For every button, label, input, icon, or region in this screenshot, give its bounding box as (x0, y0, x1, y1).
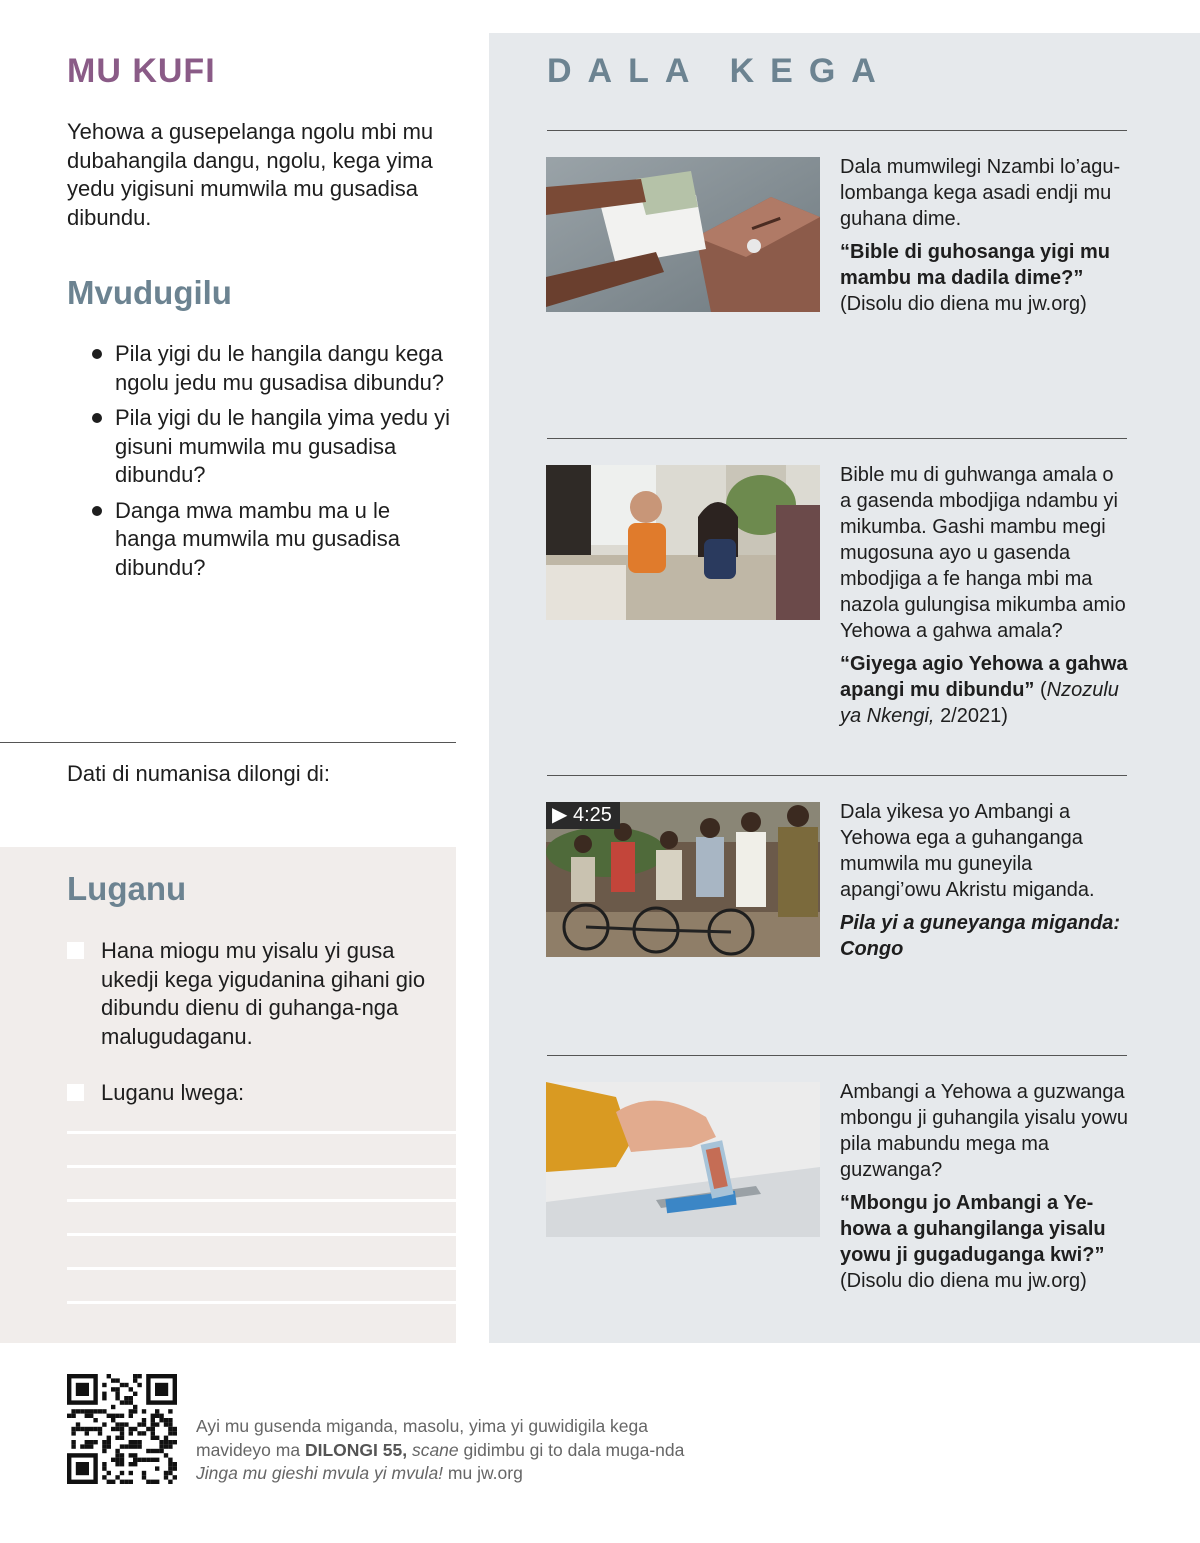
explore-item-ref-title[interactable]: “Bible di guhosanga yigi mu mambu ma dadila dime?” (840, 241, 1111, 289)
hand-contribution-box-icon (546, 1082, 820, 1237)
divider (547, 130, 1127, 131)
footer-text-end: mu jw.org (447, 1463, 523, 1483)
play-icon[interactable]: ▶ (552, 804, 568, 826)
goal-item[interactable] (67, 937, 427, 1051)
explore-item (840, 154, 1130, 317)
footer-lesson: DILONGI 55, (304, 1439, 408, 1460)
summary-text: Yehowa a gusepelanga ngolu mbi mu dubahangila dangu, ngolu, kega yima yedu yigisuni mumwila mu gusadisa dibundu. (67, 119, 434, 230)
review-question-text: Pila yigi du le hangila yima yedu yi gisuni mumwila mu gusadisa dibundu? (115, 405, 451, 487)
review-question (92, 404, 452, 490)
review-title: Mvudugilu (67, 274, 232, 311)
checkbox-icon[interactable] (67, 942, 84, 959)
review-question (92, 497, 452, 583)
review-question (92, 340, 452, 397)
money-envelope-donation-box-icon (546, 157, 820, 312)
explore-item-source: (Disolu dio diena mu jw.org) (840, 293, 1087, 315)
bullet-icon (92, 506, 102, 516)
write-line[interactable] (67, 1267, 456, 1270)
explore-item-text: Ambangi a Yehowa a guzwanga mbongu ji guhangila yisalu yowu pila mabundu mega ma guzwanga? (840, 1081, 1128, 1181)
explore-item-issue: 2/2021) (940, 705, 1008, 727)
bullet-icon (92, 413, 102, 423)
explore-item-ref-title[interactable]: Pila yi a guneyanga miganda: Congo (840, 912, 1121, 960)
divider (547, 1055, 1127, 1056)
video-duration: 4:25 (572, 804, 612, 826)
explore-title: DALA KEGA (547, 52, 892, 90)
goal-item-other[interactable] (67, 1079, 427, 1108)
write-line[interactable] (67, 1131, 456, 1134)
explore-item (840, 799, 1130, 962)
write-line[interactable] (67, 1301, 456, 1304)
explore-item-text: Dala mumwilegi Nzambi lo’agu-lombanga kega asadi endji mu guhana dime. (840, 156, 1121, 230)
checkbox-icon[interactable] (67, 1084, 84, 1101)
write-line[interactable] (67, 1165, 456, 1168)
footer-song-title: Jinga mu gieshi mvula yi mvula! (196, 1463, 444, 1483)
bullet-icon (92, 349, 102, 359)
explore-item-source-open: ( (1040, 679, 1047, 701)
explore-video-bicycles[interactable] (546, 802, 820, 957)
write-line[interactable] (67, 1233, 456, 1236)
explore-image-contribution[interactable] (546, 1082, 820, 1237)
video-duration-badge[interactable] (546, 802, 620, 829)
explore-item-link[interactable] (840, 239, 1130, 317)
divider (0, 742, 456, 743)
qr-code-icon[interactable] (67, 1374, 177, 1484)
completion-date-label: Dati di numanisa dilongi di: (67, 761, 330, 786)
explore-item-text: Bible mu di guhwanga amala o a gasenda mbodjiga ndambu yi mikumba. Gashi mambu megi mugosuna ayo u gasenda mbodjiga a fe hanga mbi ma nazola gulungisa mikumba amio Yehowa a gahwa amala? (840, 464, 1126, 642)
explore-item-text: Dala yikesa yo Ambangi a Yehowa ega a guhanganga mumwila mu guneyila apangi’owu Akristu miganda. (840, 801, 1095, 901)
review-questions-list (92, 340, 452, 589)
review-question-text: Danga mwa mambu ma u le hanga mumwila mu gusadisa dibundu? (115, 497, 400, 580)
footer-note (196, 1415, 696, 1486)
explore-item-link[interactable] (840, 651, 1130, 729)
footer-text-mid: gidimbu gi to dala muga-nda (463, 1439, 685, 1460)
explore-item (840, 1079, 1130, 1294)
goal-text: Hana miogu mu yisalu yi gusa ukedji kega yigudanina gihani gio dibundu dienu di guhanga-nga malugudaganu. (101, 938, 426, 1049)
write-line[interactable] (67, 1199, 456, 1202)
review-question-text: Pila yigi du le hangila dangu kega ngolu jedu mu gusadisa dibundu? (115, 341, 445, 395)
explore-image-donation[interactable] (546, 157, 820, 312)
goals-title: Luganu (67, 870, 187, 907)
explore-item (840, 462, 1130, 729)
explore-item-source: (Disolu dio diena mu jw.org) (840, 1270, 1087, 1292)
women-bible-study-icon (546, 465, 820, 620)
goal-text: Luganu lwega: (101, 1080, 245, 1105)
footer-scane: scane (411, 1439, 459, 1460)
explore-item-link[interactable] (840, 1190, 1130, 1294)
footer-text-start: Ayi mu gusenda miganda, masolu, yima yi guwidigila kega mavideyo ma (196, 1416, 649, 1460)
explore-item-magazine: Nzozulu ya Nkengi, (840, 679, 1119, 727)
explore-item-ref-title[interactable]: “Mbongu jo Ambangi a Ye-howa a guhangilanga yisalu yowu ji gugaduganga kwi?” (840, 1192, 1106, 1266)
explore-image-study[interactable] (546, 465, 820, 620)
summary-title: MU KUFI (67, 52, 216, 90)
divider (547, 775, 1127, 776)
divider (547, 438, 1127, 439)
explore-item-ref-title[interactable]: “Giyega agio Yehowa a gahwa apangi mu dibundu” (840, 653, 1128, 701)
